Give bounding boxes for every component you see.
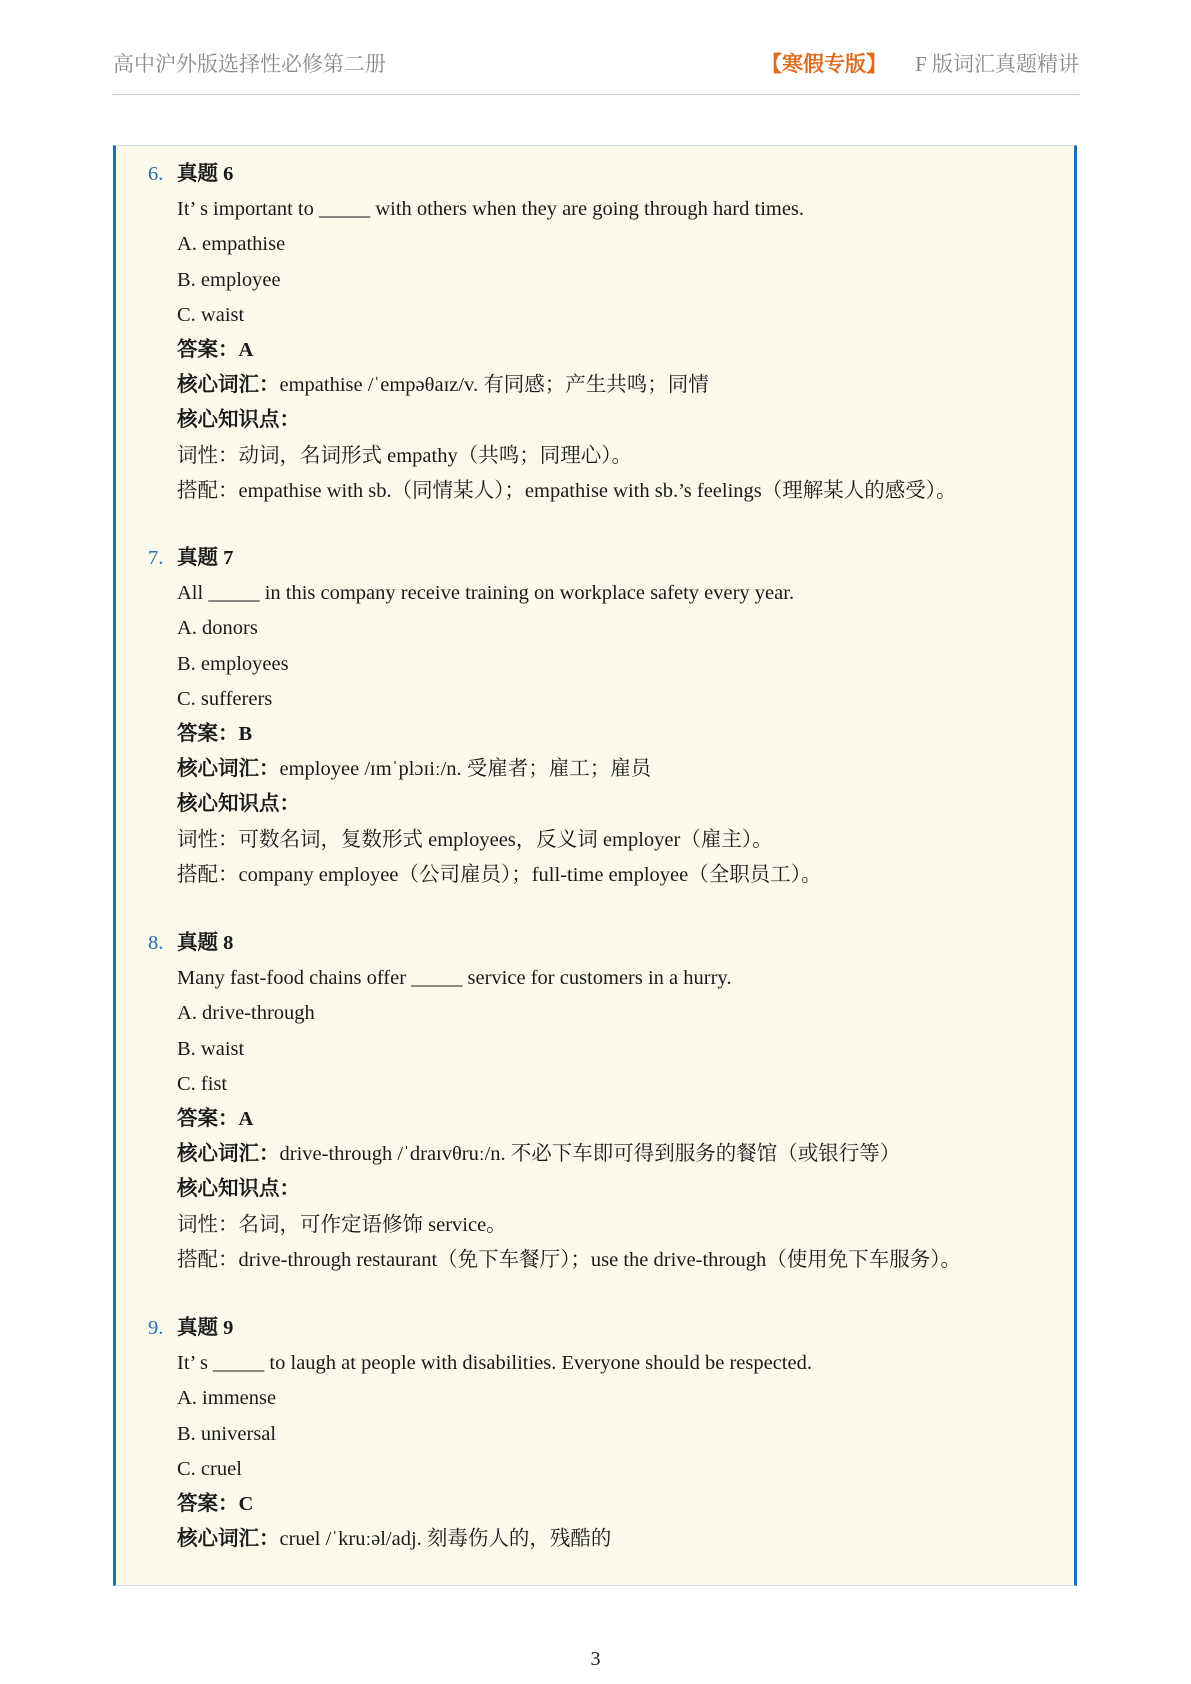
core-vocab: cruel /ˈkruːəl/adj. 刻毒伤人的，残酷的 xyxy=(279,1528,612,1551)
answer-value: A xyxy=(238,1107,254,1130)
question-title: 真题 8 xyxy=(177,932,234,954)
knowledge-label: 核心知识点： xyxy=(177,409,300,432)
note-part-of-speech: 词性：动词，名词形式 empathy（共鸣；同理心）。 xyxy=(177,444,632,467)
question-stem: It’ s _____ to laugh at people with disabilities. Everyone should be respected. xyxy=(177,1352,812,1375)
answer-line xyxy=(116,1102,1074,1137)
note-collocation: 搭配：empathise with sb.（同情某人）；empathise with sb.’s feelings（理解某人的感受）。 xyxy=(177,479,957,502)
option-a: A. immense xyxy=(177,1387,277,1410)
core-vocab-line xyxy=(116,368,1074,403)
knowledge-label: 核心知识点： xyxy=(177,1178,300,1201)
question-stem: Many fast-food chains offer _____ service for customers in a hurry. xyxy=(177,967,732,990)
answer-label: 答案： xyxy=(177,338,239,361)
core-vocab-line xyxy=(116,1522,1074,1557)
question-number: 6. xyxy=(148,163,164,185)
answer-label: 答案： xyxy=(177,1492,239,1515)
question-number: 9. xyxy=(148,1317,164,1339)
page-number: 3 xyxy=(590,1648,601,1670)
question-title: 真题 6 xyxy=(177,163,234,185)
section-title: F 版词汇真题精讲 xyxy=(915,52,1079,76)
answer-line xyxy=(116,717,1074,752)
core-vocab-label: 核心词汇： xyxy=(177,758,280,781)
edition-label: 【寒假专版】 xyxy=(761,52,888,76)
note-part-of-speech: 词性：名词，可作定语修饰 service。 xyxy=(177,1213,507,1236)
option-a: A. donors xyxy=(177,617,258,640)
option-c: C. fist xyxy=(177,1072,228,1095)
question-title: 真题 7 xyxy=(177,547,234,569)
note-part-of-speech: 词性：可数名词，复数形式 employees，反义词 employer（雇主）。 xyxy=(177,828,773,851)
answer-label: 答案： xyxy=(177,722,239,745)
core-vocab-label: 核心词汇： xyxy=(177,1528,280,1551)
option-c: C. waist xyxy=(177,303,245,326)
questions-panel xyxy=(113,145,1077,1586)
answer-value: A xyxy=(238,338,254,361)
answer-line xyxy=(116,333,1074,368)
question-6 xyxy=(116,157,1074,509)
option-c: C. sufferers xyxy=(177,687,273,710)
option-c: C. cruel xyxy=(177,1457,242,1480)
book-title: 高中沪外版选择性必修第二册 xyxy=(113,52,386,76)
option-a: A. empathise xyxy=(177,233,286,256)
option-b: B. employees xyxy=(177,652,289,675)
header-right xyxy=(761,48,1079,78)
page-header xyxy=(113,42,1079,95)
note-collocation: 搭配：company employee（公司雇员）；full-time employee（全职员工）。 xyxy=(177,863,822,886)
question-number: 7. xyxy=(148,547,164,569)
answer-value: C xyxy=(238,1492,254,1515)
core-vocab-line xyxy=(116,752,1074,787)
core-vocab-line xyxy=(116,1137,1074,1172)
note-collocation: 搭配：drive-through restaurant（免下车餐厅）；use the drive-through（使用免下车服务）。 xyxy=(177,1248,962,1271)
question-title: 真题 9 xyxy=(177,1317,234,1339)
question-7 xyxy=(116,541,1074,893)
knowledge-label: 核心知识点： xyxy=(177,793,300,816)
core-vocab-label: 核心词汇： xyxy=(177,374,280,397)
question-stem: All _____ in this company receive training on workplace safety every year. xyxy=(177,582,795,605)
answer-value: B xyxy=(238,722,253,745)
core-vocab-label: 核心词汇： xyxy=(177,1143,280,1166)
answer-line xyxy=(116,1487,1074,1522)
option-b: B. employee xyxy=(177,268,281,291)
question-8 xyxy=(116,926,1074,1278)
core-vocab: drive-through /ˈdraɪvθruː/n. 不必下车即可得到服务的餐馆（或银行等） xyxy=(279,1143,901,1166)
answer-label: 答案： xyxy=(177,1107,239,1130)
option-a: A. drive-through xyxy=(177,1002,315,1025)
core-vocab: employee /ɪmˈplɔɪiː/n. 受雇者；雇工；雇员 xyxy=(279,758,652,781)
option-b: B. waist xyxy=(177,1037,245,1060)
question-9 xyxy=(116,1311,1074,1557)
question-number: 8. xyxy=(148,932,164,954)
question-stem: It’ s important to _____ with others when they are going through hard times. xyxy=(177,198,805,221)
core-vocab: empathise /ˈempəθaɪz/v. 有同感；产生共鸣；同情 xyxy=(279,374,709,397)
option-b: B. universal xyxy=(177,1422,277,1445)
